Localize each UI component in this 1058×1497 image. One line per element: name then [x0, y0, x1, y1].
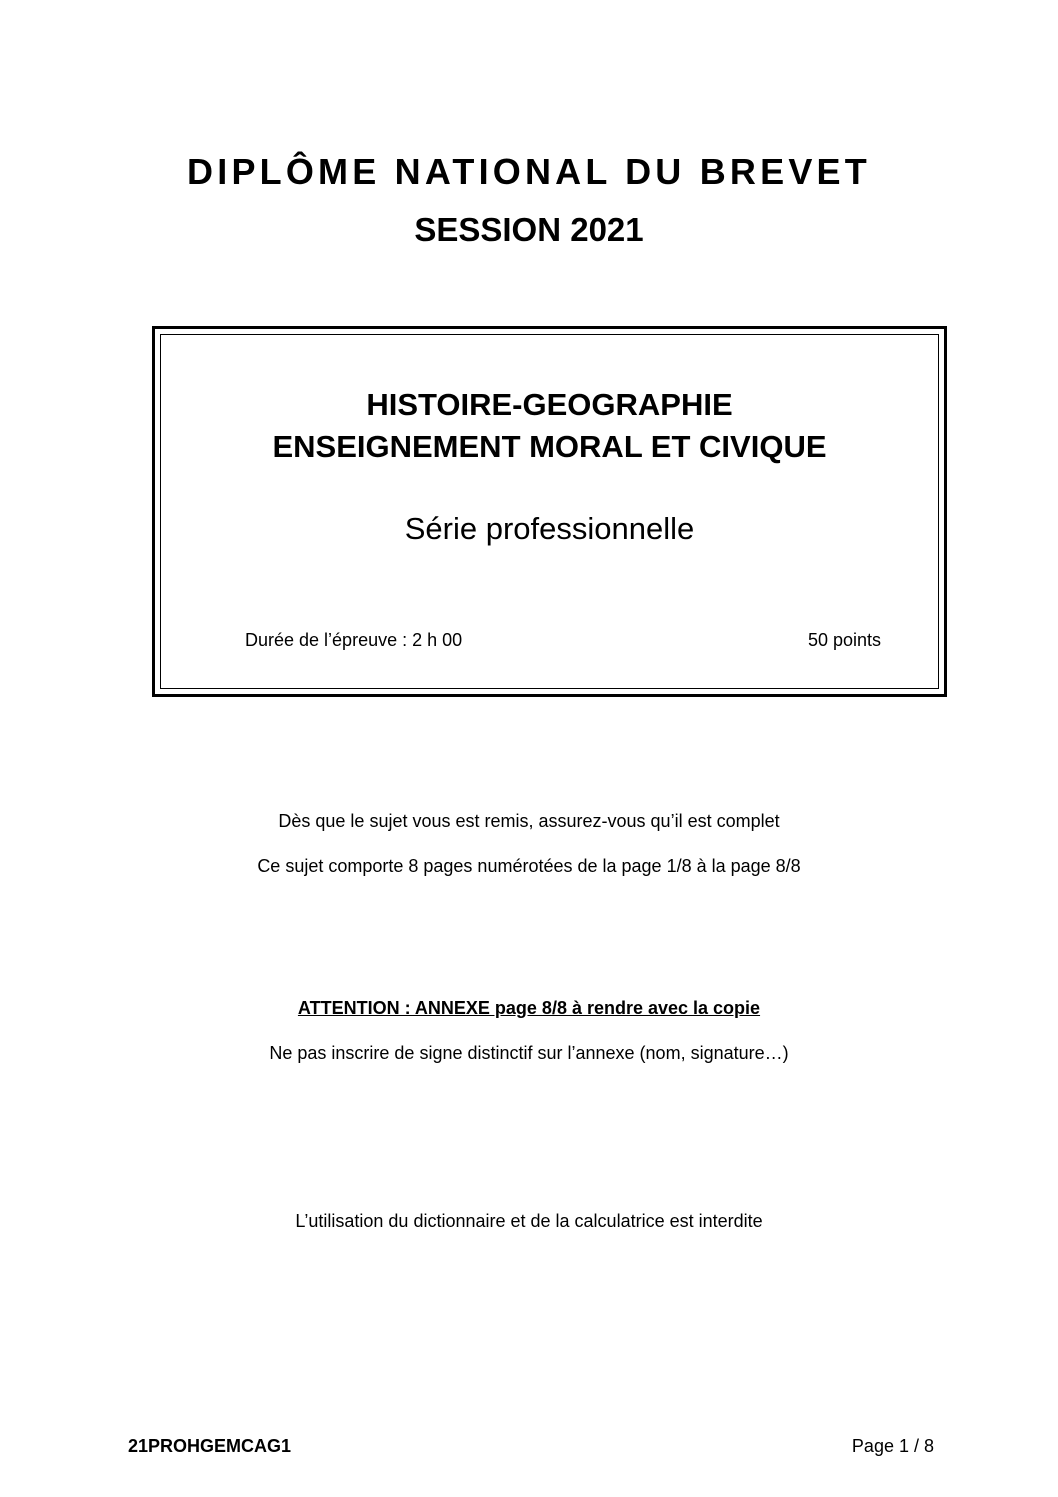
serie-label: Série professionnelle	[404, 511, 695, 546]
subject-line-1: HISTOIRE-GEOGRAPHIE	[366, 387, 733, 422]
instruction-forbidden-tools: L’utilisation du dictionnaire et de la calculatrice est interdite	[295, 1211, 763, 1231]
footer-page-number: Page 1 / 8	[851, 1436, 934, 1456]
instruction-page-count: Ce sujet comporte 8 pages numérotées de la page 1/8 à la page 8/8	[257, 856, 801, 876]
exam-points: 50 points	[807, 630, 881, 650]
session-year: SESSION 2021	[414, 211, 644, 248]
exam-title: DIPLÔME NATIONAL DU BREVET	[187, 151, 871, 192]
subject-frame	[152, 326, 947, 697]
subject-frame-inner	[160, 334, 939, 689]
instruction-check-complete: Dès que le sujet vous est remis, assurez-vous qu’il est complet	[278, 811, 780, 831]
footer-subject-code: 21PROHGEMCAG1	[128, 1436, 292, 1456]
subject-line-2: ENSEIGNEMENT MORAL ET CIVIQUE	[272, 429, 827, 464]
exam-duration: Durée de l’épreuve : 2 h 00	[245, 630, 463, 650]
instruction-no-signs: Ne pas inscrire de signe distinctif sur l’annexe (nom, signature…)	[269, 1043, 789, 1063]
attention-annex: ATTENTION : ANNEXE page 8/8 à rendre avec la copie	[297, 998, 761, 1018]
